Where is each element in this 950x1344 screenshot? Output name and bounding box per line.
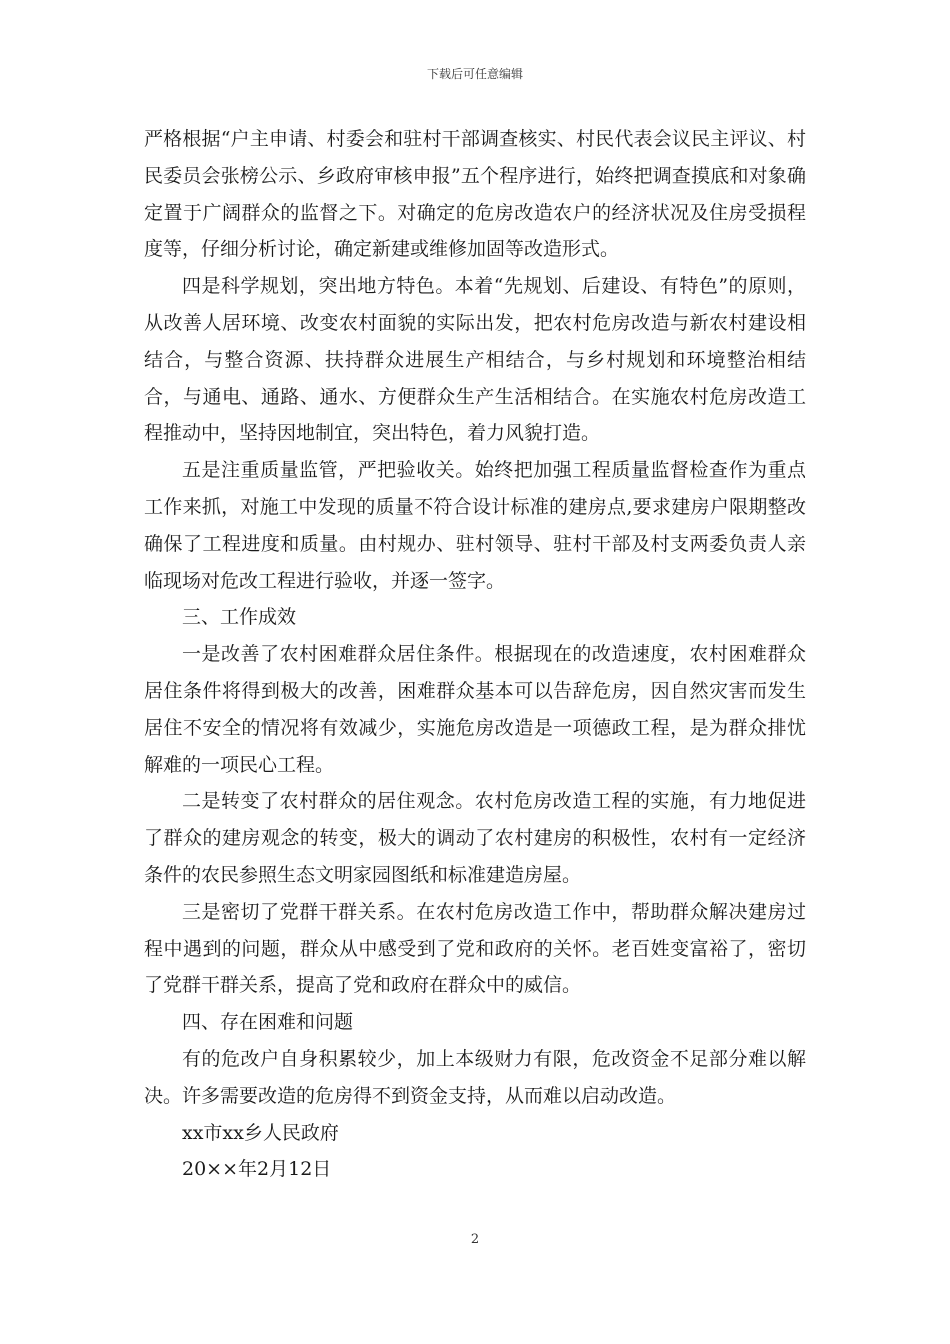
page-number: 2 — [470, 1232, 480, 1247]
signature-date: 20××年2月12日 — [182, 1158, 332, 1181]
section-heading-results: 三、工作成效 — [182, 606, 297, 629]
paragraph-5: 一是改善了农村困难群众居住条件。根据现在的改造速度，农村困难群众居住条件将得到极大的改善，困难群众基本可以告辞危房，因自然灾害而发生居住不安全的情况将有效减少，实施危房改造是一项德政工程，是为群众排忧解难的一项民心工程。 — [144, 643, 806, 776]
section-heading-problems: 四、存在困难和问题 — [182, 1011, 354, 1034]
paragraph-2: 四是科学规划，突出地方特色。本着“先规划、后建设、有特色”的原则，从改善人居环境、改变农村面貌的实际出发，把农村危房改造与新农村建设相结合，与整合资源、扶持群众进展生产相结合，与乡村规划和环境整治相结合，与通电、通路、通水、方便群众生产生活相结合。在实施农村危房改造工程推动中，坚持因地制宜，突出特色，着力风貌打造。 — [144, 275, 806, 445]
paragraph-9: 有的危改户自身积累较少，加上本级财力有限，危改资金不足部分难以解决。许多需要改造的危房得不到资金支持，从而难以启动改造。 — [144, 1047, 806, 1107]
page-header: 下载后可任意编辑 — [426, 67, 523, 81]
paragraph-3: 五是注重质量监管，严把验收关。始终把加强工程质量监督检查作为重点工作来抓，对施工中发现的质量不符合设计标准的建房点,要求建房户限期整改确保了工程进度和质量。由村规办、驻村领导、驻村干部及村支两委负责人亲临现场对危改工程进行验收，并逐一签字。 — [144, 459, 806, 592]
paragraph-6: 二是转变了农村群众的居住观念。农村危房改造工程的实施，有力地促进了群众的建房观念的转变，极大的调动了农村建房的积极性，农村有一定经济条件的农民参照生态文明家园图纸和标准建造房屋。 — [144, 790, 806, 886]
document-body — [144, 121, 806, 1188]
paragraph-1: 严格根据“户主申请、村委会和驻村干部调查核实、村民代表会议民主评议、村民委员会张榜公示、乡政府审核申报”五个程序进行，始终把调查摸底和对象确定置于广阔群众的监督之下。对确定的危房改造农户的经济状况及住房受损程度等，仔细分析讨论，确定新建或维修加固等改造形式。 — [144, 128, 806, 261]
paragraph-7: 三是密切了党群干群关系。在农村危房改造工作中，帮助群众解决建房过程中遇到的问题，群众从中感受到了党和政府的关怀。老百姓变富裕了，密切了党群干群关系，提高了党和政府在群众中的威信。 — [144, 900, 806, 997]
signature-org: xx市xx乡人民政府 — [182, 1121, 339, 1144]
